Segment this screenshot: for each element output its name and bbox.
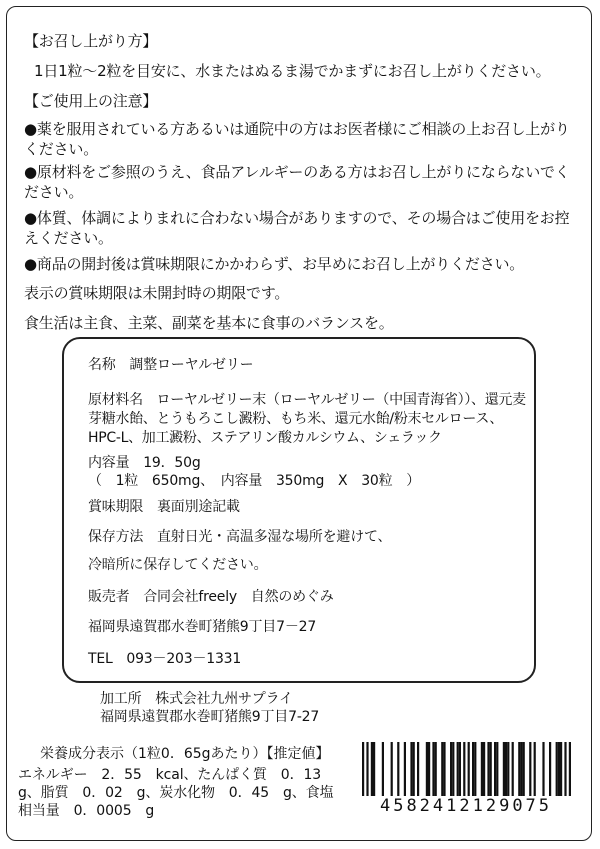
barcode-bar: [496, 742, 498, 802]
nutrition-title: 栄養成分表示（1粒0．65gあたり）【推定値】: [40, 746, 330, 762]
caution-item: ●原材料をご参照のうえ、食品アレルギーのある方はお召し上がりにならないでください。: [24, 163, 570, 201]
barcode-bar: [520, 742, 522, 802]
barcode-bar: [428, 742, 430, 802]
barcode-bar: [534, 742, 536, 802]
barcode-bar: [558, 742, 560, 802]
barcode-bar: [443, 742, 445, 802]
barcode-bar: [441, 742, 443, 802]
caution-item: ●体質、体調によりまれに合わない場合がありますので、その場合はご使用をお控えください。: [24, 209, 570, 247]
caution-item: ●商品の開封後は賞味期限にかかわらず、お早めにお召し上がりください。: [24, 255, 525, 273]
barcode-bar: [505, 742, 507, 802]
ingredients-list: 原材料名 ローヤルゼリー末（ローヤルゼリー（中国青海省））、還元麦芽糖水飴、とうもろこし澱粉、もち米、還元水飴/粉末セルロース、HPC-L、加工澱粉、ステアリン酸カルシウム、シェラック: [88, 392, 526, 446]
content-amount: 内容量 19．50g: [88, 455, 201, 471]
barcode-bar: [490, 742, 492, 802]
barcode-bar: [507, 742, 509, 802]
usage-heading: 【お召し上がり方】: [24, 32, 158, 50]
caution-item: ●薬を服用されている方あるいは通院中の方はお医者様にご相談の上お召し上がりください。: [24, 120, 570, 158]
barcode-bar: [397, 742, 399, 802]
seller-tel: TEL 093－203－1331: [88, 651, 242, 667]
seller-address: 福岡県遠賀郡水巻町猪熊9丁目7－27: [88, 619, 317, 635]
barcode-bar: [432, 742, 434, 802]
storage-method: 保存方法 直射日光・高温多湿な場所を避けて、: [88, 529, 392, 545]
barcode-bar: [417, 742, 419, 802]
barcode-bar: [503, 742, 505, 802]
barcode-bar: [512, 742, 514, 802]
nutrition-line: 相当量 0．0005 g: [18, 803, 155, 819]
barcode-bar: [450, 742, 452, 802]
barcode-bar: [457, 742, 459, 802]
barcode-bar: [549, 742, 551, 802]
barcode-bar: [426, 742, 428, 802]
barcode-bar: [472, 742, 474, 802]
barcode-bar: [487, 742, 489, 802]
seller: 販売者 合同会社freely 自然のめぐみ: [88, 589, 334, 605]
barcode-bar: [523, 742, 525, 802]
usage-text: 1日1粒～2粒を目安に、水またはぬるま湯でかまずにお召し上がりください。: [34, 62, 551, 80]
barcode-bar: [483, 742, 485, 802]
barcode-bar: [556, 742, 558, 802]
storage-method-cont: 冷暗所に保存してください。: [88, 557, 268, 573]
barcode-bar: [413, 742, 415, 802]
processor-name: 加工所 株式会社九州サプライ: [100, 691, 293, 707]
barcode-bar: [494, 742, 496, 802]
processor-address: 福岡県遠賀郡水巻町猪熊9丁目7-27: [100, 709, 320, 725]
expiry-note: 表示の賞味期限は未開封時の期限です。: [24, 284, 290, 302]
product-name: 名称 調整ローヤルゼリー: [88, 357, 254, 373]
barcode-bar: [391, 742, 393, 802]
barcode-bar: [518, 742, 520, 802]
barcode-bar: [404, 742, 406, 802]
barcode-number: 4582412129075: [350, 796, 582, 816]
barcode-bar: [382, 742, 384, 802]
content-detail: （ 1粒 650mg、 内容量 350mg X 30粒 ）: [88, 473, 421, 489]
nutrition-line: エネルギー 2．55 kcal、たんぱく質 0．13: [18, 767, 322, 783]
barcode-bar: [435, 742, 437, 802]
barcode-bar: [542, 742, 544, 802]
barcode-bar: [529, 742, 531, 802]
barcode-bar: [474, 742, 476, 802]
barcode-bar: [481, 742, 483, 802]
barcode-bar: [410, 742, 412, 802]
barcode-bar: [452, 742, 454, 802]
nutrition-line: g、脂質 0．02 g、炭水化物 0．45 g、食塩: [18, 785, 334, 801]
barcode-bar: [373, 742, 375, 802]
best-before: 賞味期限 裏面別途記載: [88, 499, 240, 515]
barcode-bar: [560, 742, 562, 802]
barcode-bar: [459, 742, 461, 802]
barcode-bar: [371, 742, 373, 802]
diet-note: 食生活は主食、主菜、副菜を基本に食事のバランスを。: [24, 314, 394, 332]
caution-heading: 【ご使用上の注意】: [24, 92, 158, 110]
